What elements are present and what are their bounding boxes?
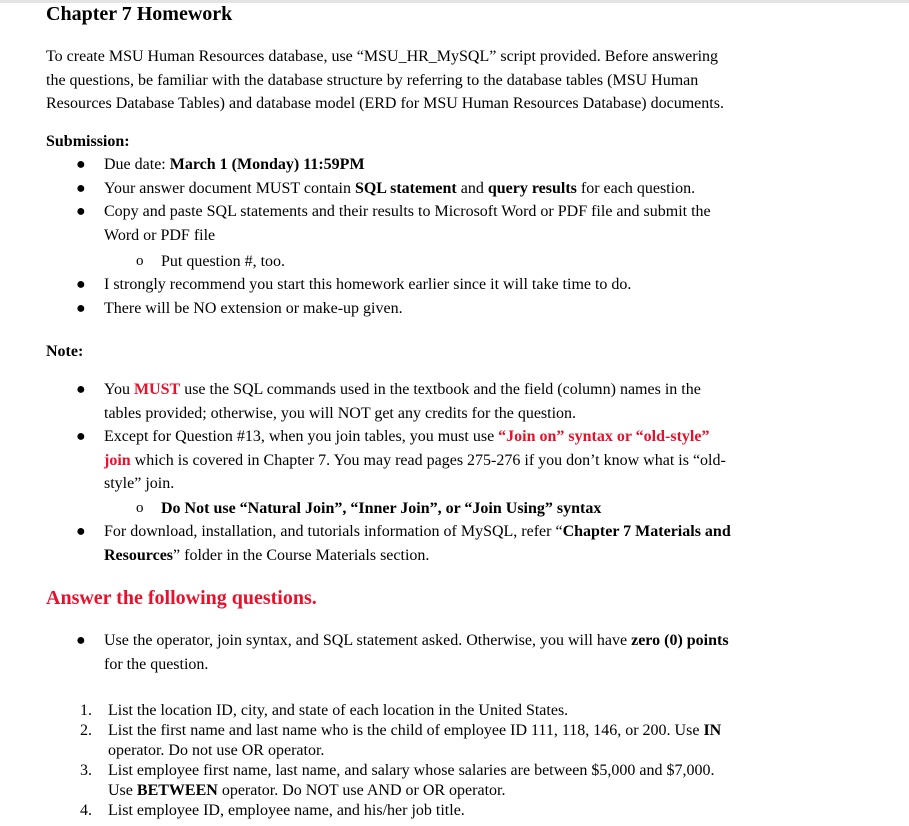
list-item: ● Except for Question #13, when you join tables, you must use “Join on” syntax or “old-style” join which is covered in Chapter 7. You may read pages 275-276 if you don’t know what is “old- style” join. xyxy=(46,425,826,496)
list-item: ● There will be NO extension or make-up given. xyxy=(46,297,826,321)
answer-heading: Answer the following questions. xyxy=(46,587,317,609)
circle-bullet-icon: o xyxy=(136,253,144,269)
bullet-icon: ● xyxy=(76,299,86,317)
question-item: 1. List the location ID, city, and state of each location in the United States. xyxy=(80,702,569,719)
sub-list-item: o Put question #, too. xyxy=(46,250,285,274)
question-item: 2. List the first name and last name who is the child of employee ID 111, 118, 146, or 200. Use IN operator. Do not use OR operator. xyxy=(80,722,722,759)
submission-list xyxy=(46,153,826,247)
bullet-icon: ● xyxy=(76,632,86,649)
list-item: ● I strongly recommend you start this homework earlier since it will take time to do. xyxy=(46,273,826,297)
bullet-icon: ● xyxy=(76,276,86,293)
bullet-icon: ● xyxy=(76,428,86,445)
note-list-cont xyxy=(46,520,826,567)
question-item: 4. List employee ID, employee name, and his/her job title. xyxy=(80,802,465,819)
list-item: ● You MUST use the SQL commands used in the textbook and the field (column) names in the tables provided; otherwise, you will NOT get any credits for the question. xyxy=(46,378,826,425)
intro-paragraph xyxy=(46,45,836,116)
bullet-icon: ● xyxy=(76,179,86,197)
intro-line-1: To create MSU Human Resources database, use “MSU_HR_MySQL” script provided. Before answering xyxy=(46,48,719,65)
page-title: Chapter 7 Homework xyxy=(46,3,233,25)
question-item: 3. List employee first name, last name, and salary whose salaries are between $5,000 and $7,000. Use BETWEEN operator. Do NOT use AND or OR operator. xyxy=(80,762,715,799)
note-list xyxy=(46,378,826,496)
list-item: ● Due date: March 1 (Monday) 11:59PM xyxy=(46,153,826,177)
bullet-icon: ● xyxy=(76,523,86,540)
questions-list xyxy=(46,701,826,821)
note-label: Note: xyxy=(46,343,84,360)
list-item: ● Copy and paste SQL statements and their results to Microsoft Word or PDF file and submit the Word or PDF file xyxy=(46,200,826,247)
bullet-icon: ● xyxy=(76,381,86,398)
list-item: ● For download, installation, and tutorials information of MySQL, refer “Chapter 7 Materials and Resources” folder in the Course Materials section. xyxy=(46,520,826,567)
circle-bullet-icon: o xyxy=(136,500,144,516)
list-item: ● Your answer document MUST contain SQL statement and query results for each question. xyxy=(46,177,826,201)
intro-line-3: Resources Database Tables) and database model (ERD for MSU Human Resources Database) documents. xyxy=(46,95,724,112)
bullet-icon: ● xyxy=(76,203,86,220)
list-item: ● Use the operator, join syntax, and SQL statement asked. Otherwise, you will have zero (0) points for the question. xyxy=(46,629,826,676)
intro-line-2: the questions, be familiar with the database structure by referring to the database tables (MSU Human xyxy=(46,71,699,89)
submission-list-cont xyxy=(46,273,826,320)
bullet-icon: ● xyxy=(76,156,86,173)
answer-list xyxy=(46,629,826,676)
submission-label: Submission: xyxy=(46,133,130,150)
sub-list-item: o Do Not use “Natural Join”, “Inner Join”, or “Join Using” syntax xyxy=(46,497,601,521)
